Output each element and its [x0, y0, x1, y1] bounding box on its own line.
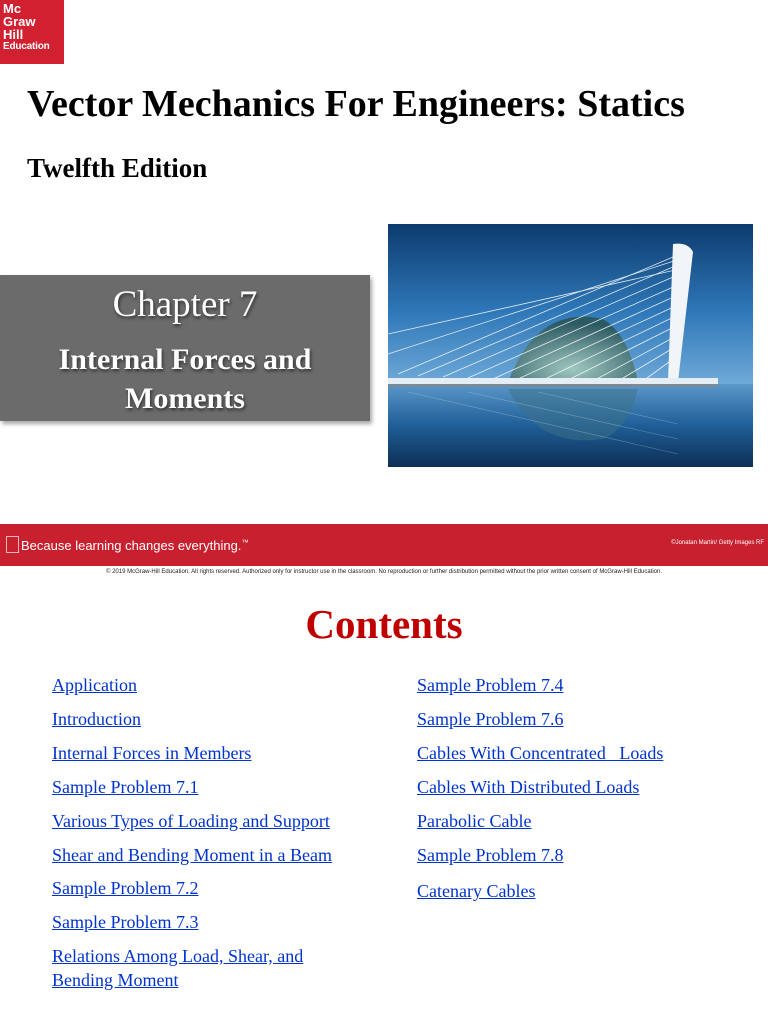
- logo-line-mc: Mc: [3, 1, 22, 16]
- toc-link-parabolic-cable[interactable]: Parabolic Cable: [417, 811, 532, 831]
- toc-link-relations-load-shear-moment[interactable]: Relations Among Load, Shear, and Bending Moment: [52, 946, 304, 990]
- bridge-photo: [388, 224, 753, 467]
- toc-link-sample-problem-7-8[interactable]: Sample Problem 7.8: [417, 845, 564, 865]
- toc-link-internal-forces-in-members[interactable]: Internal Forces in Members: [52, 743, 252, 763]
- tagline-text: Because learning changes everything.: [21, 538, 242, 553]
- toc-link-sample-problem-7-4[interactable]: Sample Problem 7.4: [417, 675, 564, 695]
- brand-band: [0, 524, 768, 566]
- chapter-number: Chapter 7: [112, 284, 258, 325]
- toc-link-cables-concentrated-loads[interactable]: Cables With Concentrated Loads: [417, 743, 664, 763]
- copyright-notice: © 2019 McGraw-Hill Education. All rights reserved. Authorized only for instructor use in the classroom. No reproduction or further distribution permitted without the prior written consent of McGraw-Hill Education.: [106, 569, 662, 575]
- photo-credit: ©Jonatan Martin/ Getty Images RF: [671, 540, 764, 546]
- toc-link-sample-problem-7-1[interactable]: Sample Problem 7.1: [52, 777, 199, 797]
- trademark-mark: ™: [241, 539, 249, 547]
- logo-line-education: Education: [3, 41, 50, 52]
- toc-link-cables-distributed-loads[interactable]: Cables With Distributed Loads: [417, 777, 640, 797]
- toc-link-application[interactable]: Application: [52, 675, 137, 695]
- toc-link-catenary-cables[interactable]: Catenary Cables: [417, 881, 536, 901]
- contents-heading: Contents: [305, 601, 463, 647]
- tagline: [6, 536, 248, 553]
- logo-line-hill: Hill: [3, 27, 24, 42]
- toc-link-types-of-loading[interactable]: Various Types of Loading and Support: [52, 811, 330, 831]
- chapter-box: [0, 275, 370, 421]
- toc-link-sample-problem-7-3[interactable]: Sample Problem 7.3: [52, 912, 199, 932]
- bracket-icon: [6, 536, 19, 553]
- logo-line-graw: Graw: [3, 14, 36, 29]
- mcgraw-hill-logo: [0, 0, 64, 64]
- toc-link-shear-bending-moment[interactable]: Shear and Bending Moment in a Beam: [52, 845, 332, 865]
- book-title: Vector Mechanics For Engineers: Statics: [27, 83, 685, 125]
- toc-link-introduction[interactable]: Introduction: [52, 709, 141, 729]
- chapter-subtitle: [0, 340, 370, 418]
- chapter-subtitle-line1: Internal Forces and: [58, 343, 312, 376]
- chapter-subtitle-line2: Moments: [125, 382, 245, 415]
- toc-link-sample-problem-7-2[interactable]: Sample Problem 7.2: [52, 878, 199, 898]
- toc-link-sample-problem-7-6[interactable]: Sample Problem 7.6: [417, 709, 564, 729]
- book-edition: Twelfth Edition: [27, 153, 208, 183]
